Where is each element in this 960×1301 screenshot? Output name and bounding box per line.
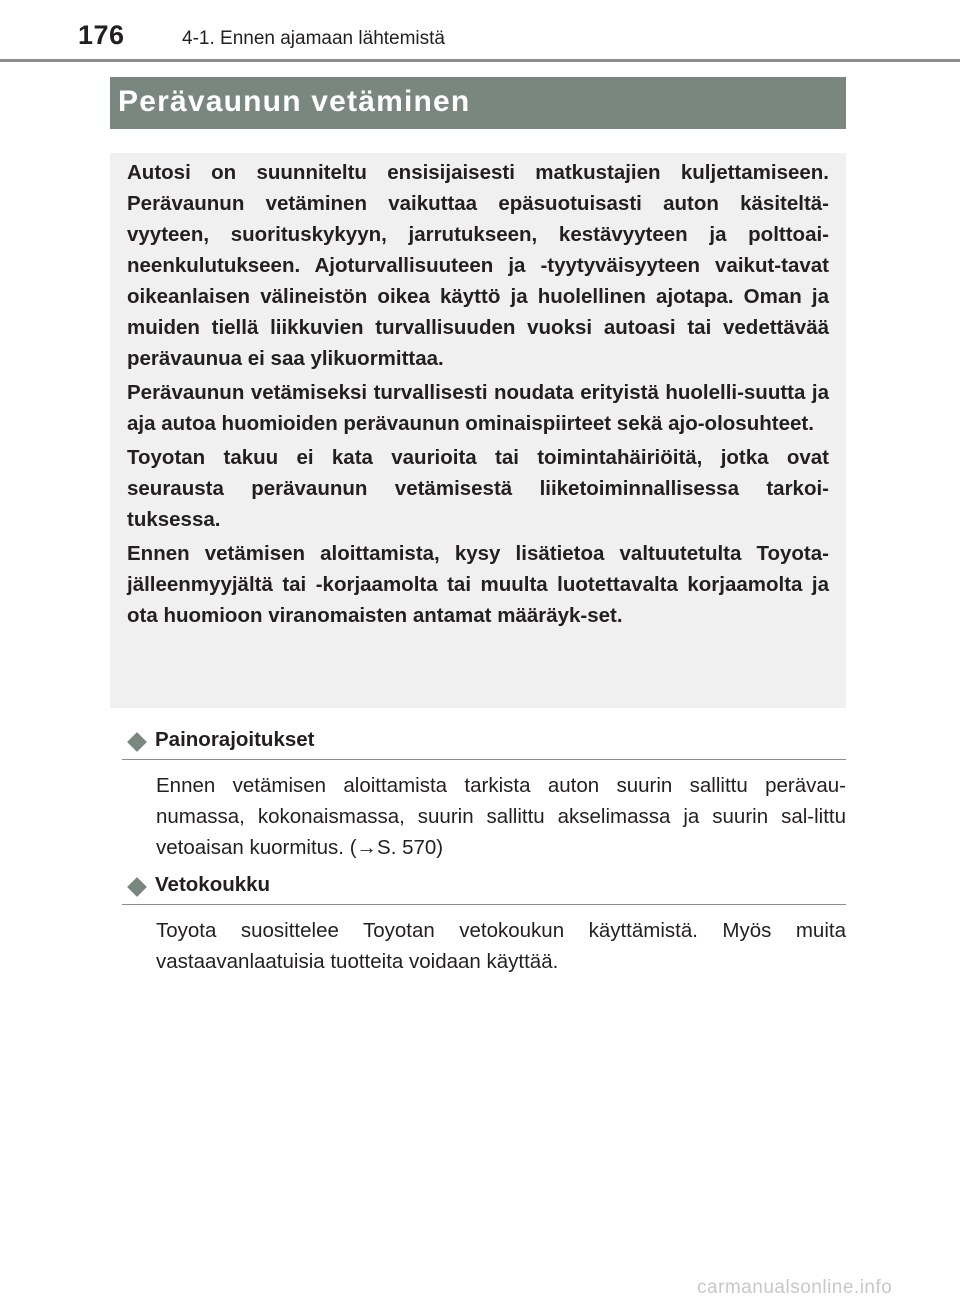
intro-box xyxy=(110,153,846,708)
diamond-icon xyxy=(127,732,147,752)
section-heading-label: Vetokoukku xyxy=(155,873,271,896)
diamond-icon xyxy=(127,877,147,897)
intro-paragraph: Perävaunun vetämiseksi turvallisesti noudata erityistä huolelli-suutta ja aja autoa huomioiden perävaunun ominaispiirteet sekä ajo-olosuhteet. xyxy=(127,381,829,435)
section-text: Toyota suosittelee Toyotan vetokoukun käyttämistä. Myös muita vastaavanlaatuisia tuotteita voidaan käyttää. xyxy=(156,919,846,973)
intro-paragraph: Autosi on suunniteltu ensisijaisesti matkustajien kuljettamiseen. Perävaunun vetäminen vaikuttaa epäsuotuisasti auton käsiteltä-vyyteen, suorituskykyyn, jarrutukseen, kestävyyteen ja polttoai-neenkulutukseen. Ajoturvallisuuteen ja -tyytyväisyyteen vaikut-tavat oikeanlaisen välineistön oikea käyttö ja huolellinen ajotapa. Oman ja muiden tiellä liikkuvien turvallisuuden vuoksi autoasi tai vedettävää perävaunua ei saa ylikuormittaa. xyxy=(127,161,829,370)
section-tow-hitch xyxy=(122,872,846,977)
page-title: Perävaunun vetäminen xyxy=(118,85,471,118)
intro-paragraph: Ennen vetämisen aloittamista, kysy lisätietoa valtuutetulta Toyota-jälleenmyyjältä tai -korjaamolta tai muulta luotettavalta korjaamolta ja ota huomioon viranomaisten antamat määräyk-set. xyxy=(127,542,829,627)
intro-paragraph: Toyotan takuu ei kata vaurioita tai toimintahäiriöitä, jotka ovat seurausta perävaunun vetämisestä liiketoiminnallisessa tarkoi-tuksessa. xyxy=(127,446,829,531)
section-title: 4-1. Ennen ajamaan lähtemistä xyxy=(182,28,445,49)
section-weight-limits xyxy=(122,727,846,863)
header-rule xyxy=(0,59,960,62)
section-heading xyxy=(122,872,846,905)
page-number: 176 xyxy=(78,20,125,50)
section-heading xyxy=(122,727,846,760)
title-banner xyxy=(110,77,846,129)
watermark: carmanualsonline.info xyxy=(697,1277,893,1298)
section-heading-label: Painorajoitukset xyxy=(155,728,315,751)
section-text: Ennen vetämisen aloittamista tarkista auton suurin sallittu perävau-numassa, kokonaismassa, suurin sallittu akselimassa ja suurin sal-littu vetoaisan kuormitus. (→S. 570) xyxy=(156,774,846,859)
